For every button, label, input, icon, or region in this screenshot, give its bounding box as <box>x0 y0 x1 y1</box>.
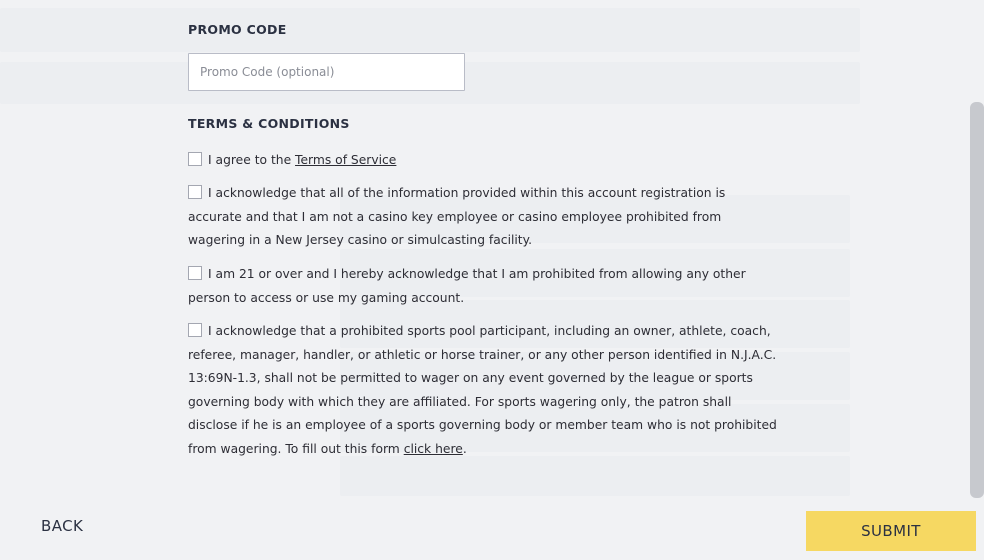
age-acknowledgement-row <box>188 263 778 310</box>
accuracy-acknowledgement-checkbox[interactable] <box>188 185 202 199</box>
prohibited-participant-checkbox[interactable] <box>188 323 202 337</box>
click-here-link[interactable]: click here <box>403 441 463 456</box>
accuracy-acknowledgement-text: I acknowledge that all of the information provided within this account registration is accurate and that I am not a casino key employee or casino employee prohibited from wagering in a New Jersey casino or simulcasting facility. <box>188 186 726 247</box>
terms-of-service-link[interactable]: Terms of Service <box>295 153 397 167</box>
prohibited-participant-text: I acknowledge that a prohibited sports pool participant, including an owner, athlete, coach, referee, manager, handler, or athletic or horse trainer, or any other person identified in N.J.A.C. 13:69N-1.3, shall not be permitted to wager on any event governed by the league or sports governing body with which they are affiliated. For sports wagering only, the patron shall disclose if he is an employee of a sports governing body or member team who is not prohibited from wagering. To fill out this form <box>188 324 777 456</box>
terms-heading: TERMS & CONDITIONS <box>188 116 350 131</box>
age-acknowledgement-text: I am 21 or over and I hereby acknowledge that I am prohibited from allowing any other person to access or use my gaming account. <box>188 267 746 305</box>
terms-of-service-row <box>188 149 778 173</box>
prohibited-participant-suffix: . <box>462 441 467 456</box>
age-acknowledgement-checkbox[interactable] <box>188 266 202 280</box>
promo-code-heading: PROMO CODE <box>188 22 287 37</box>
prohibited-participant-row <box>188 320 778 461</box>
promo-code-input[interactable] <box>188 53 465 91</box>
terms-of-service-prefix: I agree to the <box>208 153 296 167</box>
back-button[interactable]: BACK <box>41 517 84 535</box>
accuracy-acknowledgement-row <box>188 182 778 253</box>
scrollbar-thumb[interactable] <box>970 102 984 498</box>
submit-button[interactable]: SUBMIT <box>806 511 976 551</box>
terms-of-service-checkbox[interactable] <box>188 152 202 166</box>
